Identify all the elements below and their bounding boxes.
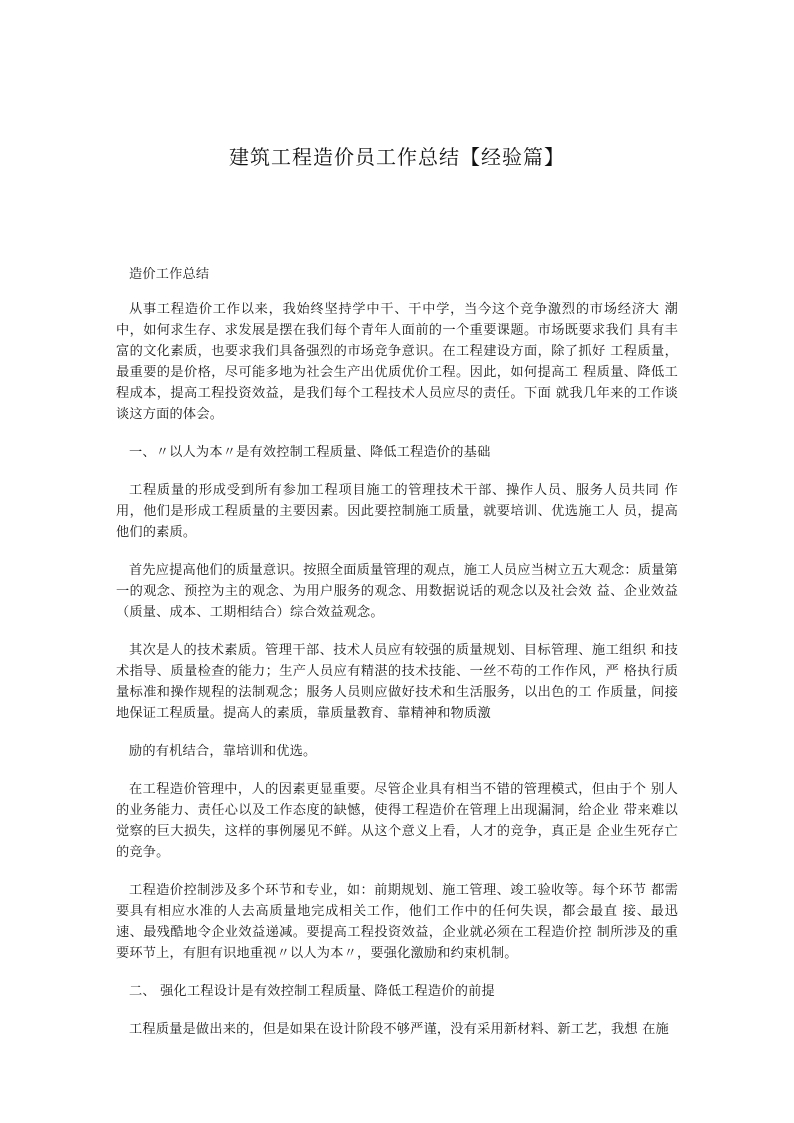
heading-section-1: 一、〃以人为本〃是有效控制工程质量、降低工程造价的基础	[129, 445, 491, 460]
document-title: 建筑工程造价员工作总结【经验篇】	[229, 145, 565, 169]
paragraph-design: 工程质量是做出来的，但是如果在设计阶段不够严谨，没有采用新材料、新工艺，我想 在施	[129, 1022, 669, 1037]
paragraph-cost-control: 工程造价控制涉及多个环节和专业，如：前期规划、施工管理、竣工验收等。每个环节 都需要具有相应水准的人去高质量地完成相关工作，他们工作中的任何失误，都会最直 接、最迅速、最残酷地令企业效益递减。要提高工程投资效益，企业就必须在工程造价控 制所涉及的重要环节上，有胆有识地重视〃以人为本〃，要强化激励和约束机制。	[116, 883, 678, 961]
paragraph-human-factor: 在工程造价管理中，人的因素更显重要。尽管企业具有相当不错的管理模式，但由于个 别人的业务能力、责任心以及工作态度的缺憾，使得工程造价在管理上出现漏洞，给企业 带来难以觉察的巨大损失，这样的事例屡见不鲜。从这个意义上看，人才的竞争，真正是 企业生死存亡的竞争。	[116, 782, 678, 860]
paragraph-technical-quality: 其次是人的技术素质。管理干部、技术人员应有较强的质量规划、目标管理、施工组织 和技术指导、质量检查的能力；生产人员应有精湛的技术技能、一丝不苟的工作作风，严 格执行质量标准和操作规程的法制观念；服务人员则应做好技术和生活服务，以出色的工 作质量，间接地保证工程质量。提高人的素质，靠质量教育、靠精神和物质激	[116, 643, 678, 721]
section-subtitle: 造价工作总结	[129, 267, 210, 282]
paragraph-intro: 从事工程造价工作以来，我始终坚持学中干、干中学，当今这个竞争激烈的市场经济大 潮中，如何求生存、求发展是摆在我们每个青年人面前的一个重要课题。市场既要求我们 具有丰富的文化素质，也要求我们具备强烈的市场竞争意识。在工程建设方面，除了抓好 工程质量，最重要的是价格，尽可能多地为社会生产出优质优价工程。因此，如何提高工 程质量、降低工程成本，提高工程投资效益，是我们每个工程技术人员应尽的责任。下面 就我几年来的工作谈谈这方面的体会。	[116, 302, 678, 422]
paragraph-quality-formation: 工程质量的形成受到所有参加工程项目施工的管理技术干部、操作人员、服务人员共同 作用，他们是形成工程质量的主要因素。因此要控制施工质量，就要培训、优选施工人 员，提高他们的素质。	[116, 483, 678, 540]
document-body	[116, 264, 678, 1040]
paragraph-quality-awareness: 首先应提高他们的质量意识。按照全面质量管理的观点，施工人员应当树立五大观念：质量第一的观念、预控为主的观念、为用户服务的观念、用数据说话的观念以及社会效 益、企业效益（质量、成本、工期相结合）综合效益观念。	[116, 563, 678, 620]
paragraph-training: 励的有机结合，靠培训和优选。	[129, 744, 317, 759]
heading-section-2: 二、 强化工程设计是有效控制工程质量、降低工程造价的前提	[129, 984, 495, 999]
